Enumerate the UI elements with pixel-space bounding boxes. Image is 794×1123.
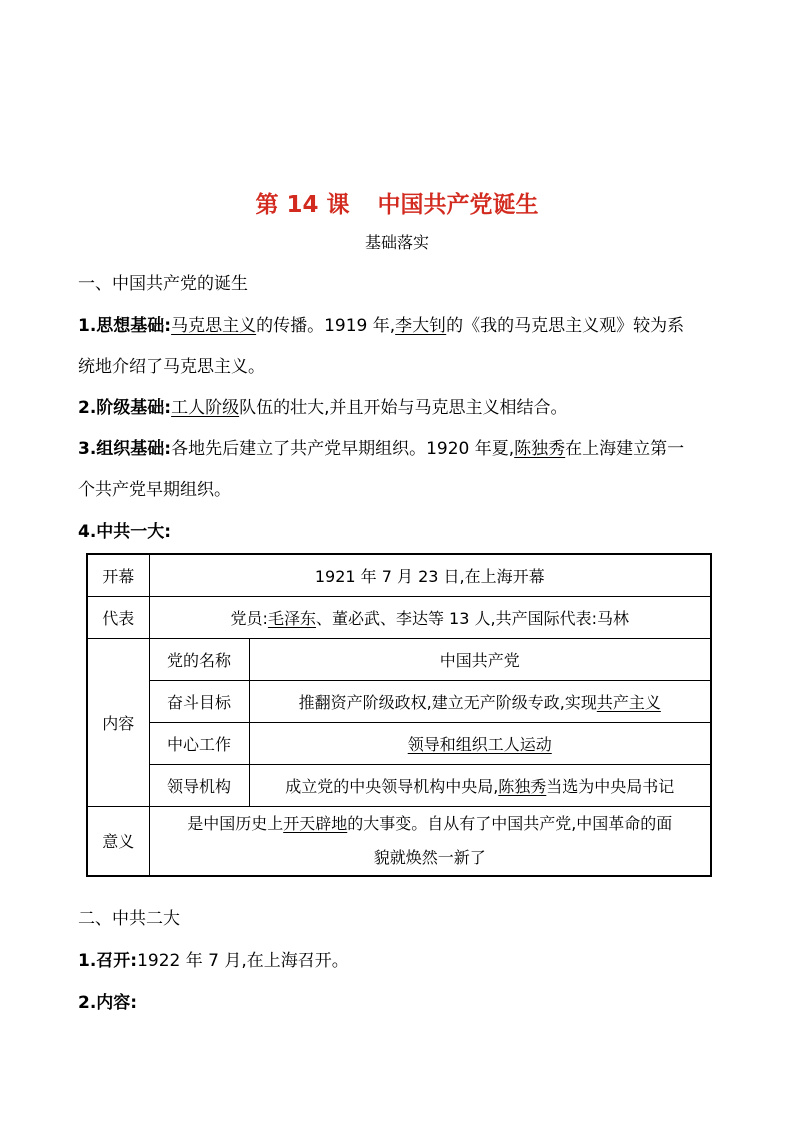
item1-blank1: 马克思主义 <box>171 316 257 336</box>
item1-text2: 的《我的马克思主义观》较为系 <box>446 316 685 336</box>
content-value <box>249 764 711 806</box>
item2-blank1: 工人阶级 <box>171 398 240 418</box>
delegates-blank: 毛泽东 <box>267 608 316 628</box>
goal-blank: 共产主义 <box>596 692 661 712</box>
opening-label: 开幕 <box>87 554 149 596</box>
work-blank: 领导和组织工人运动 <box>407 734 552 754</box>
item1-line2: 统地介绍了马克思主义。 <box>78 357 265 377</box>
lesson-number: 第 14 课 <box>255 192 350 218</box>
lesson-title <box>0 186 794 219</box>
leadership-blank: 陈独秀 <box>498 776 547 796</box>
significance-prefix: 是中国历史上 <box>187 813 284 833</box>
table-row-content-work <box>87 722 711 764</box>
item1-label: 1.思想基础: <box>78 316 172 336</box>
content-value <box>249 722 711 764</box>
leadership-suffix: 当选为中央局书记 <box>546 776 675 796</box>
item1-text1: 的传播。1919 年, <box>256 316 396 336</box>
item3-text1: 各地先后建立了共产党早期组织。1920 年夏, <box>171 439 515 459</box>
item3-blank1: 陈独秀 <box>514 439 566 459</box>
item1-line1 <box>78 314 684 338</box>
content-key: 党的名称 <box>149 638 249 680</box>
significance-value <box>149 806 711 876</box>
section2-item1 <box>78 949 349 973</box>
content-key: 中心工作 <box>149 722 249 764</box>
section2-heading: 二、中共二大 <box>78 909 180 929</box>
item3-label: 3.组织基础: <box>78 439 172 459</box>
table-row-content-name <box>87 638 711 680</box>
goal-prefix: 推翻资产阶级政权,建立无产阶级专政,实现 <box>298 692 597 712</box>
significance-line2: 貌就焕然一新了 <box>373 847 486 867</box>
content-key: 奋斗目标 <box>149 680 249 722</box>
section2-item1-text: 1922 年 7 月,在上海召开。 <box>137 951 349 971</box>
item3-line2: 个共产党早期组织。 <box>78 480 231 500</box>
table-row-opening <box>87 554 711 596</box>
subtitle: 基础落实 <box>364 233 429 252</box>
content-label: 内容 <box>87 638 149 806</box>
item1-blank2: 李大钊 <box>395 316 447 336</box>
delegates-value <box>149 596 711 638</box>
item4-label: 4.中共一大: <box>78 522 172 542</box>
first-congress-table <box>86 553 712 877</box>
lesson-name: 中国共产党诞生 <box>377 192 539 218</box>
delegates-suffix: 、董必武、李达等 13 人,共产国际代表:马林 <box>315 608 629 628</box>
delegates-label: 代表 <box>87 596 149 638</box>
significance-label: 意义 <box>87 806 149 876</box>
item2-line <box>78 396 568 420</box>
section2-item2-label: 2.内容: <box>78 993 138 1013</box>
item3-text2: 在上海建立第一 <box>565 439 685 459</box>
significance-suffix: 的大事变。自从有了中国共产党,中国革命的面 <box>347 813 673 833</box>
delegates-prefix: 党员: <box>230 608 268 628</box>
table-row-content-goal <box>87 680 711 722</box>
item3-line1 <box>78 437 684 461</box>
leadership-prefix: 成立党的中央领导机构中央局, <box>285 776 499 796</box>
table-row-content-leadership <box>87 764 711 806</box>
section2-item1-label: 1.召开: <box>78 951 138 971</box>
opening-value: 1921 年 7 月 23 日,在上海开幕 <box>149 554 711 596</box>
table-row-significance <box>87 806 711 876</box>
significance-blank: 开天辟地 <box>283 813 348 833</box>
section1-heading: 一、中国共产党的诞生 <box>78 274 248 294</box>
item2-text1: 队伍的壮大,并且开始与马克思主义相结合。 <box>239 398 568 418</box>
item2-label: 2.阶级基础: <box>78 398 172 418</box>
significance-line1 <box>150 807 711 841</box>
content-value <box>249 680 711 722</box>
table-row-delegates <box>87 596 711 638</box>
content-key: 领导机构 <box>149 764 249 806</box>
content-value: 中国共产党 <box>249 638 711 680</box>
